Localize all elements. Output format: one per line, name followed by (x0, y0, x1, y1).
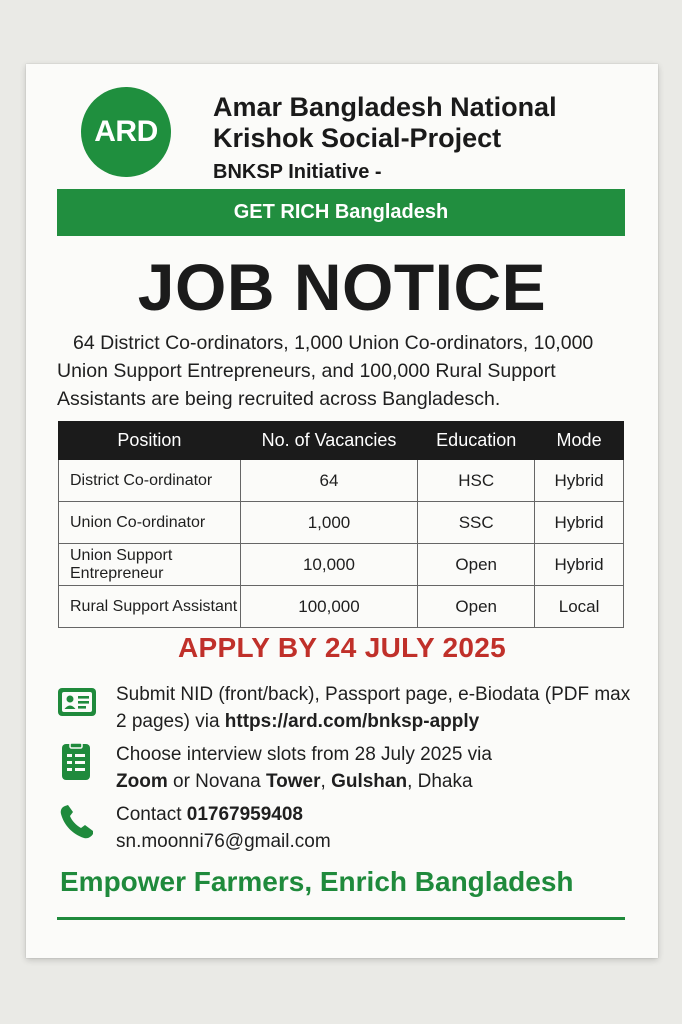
cell-vacancies: 1,000 (240, 502, 418, 544)
interview-line1: Choose interview slots from 28 July 2025 via (116, 744, 492, 765)
table-row (59, 586, 624, 628)
cell-position-line1: Union Support (70, 546, 173, 564)
table-row (59, 502, 624, 544)
document-list-icon (56, 743, 98, 781)
cell-mode: Local (535, 586, 624, 628)
interview-or-text: or Novana (167, 771, 266, 792)
email-address[interactable]: sn.moonni76@gmail.com (116, 831, 331, 852)
contact-phone-line (116, 801, 646, 828)
ard-logo (81, 87, 171, 177)
contact-text (116, 801, 646, 855)
header-mode: Mode (535, 422, 624, 460)
cell-mode: Hybrid (535, 544, 624, 586)
gulshan-text: Gulshan (331, 771, 408, 792)
contact-label: Contact (116, 804, 187, 825)
interview-comma: , (320, 771, 332, 792)
tower-text: Tower (265, 771, 321, 792)
deadline-notice: APPLY BY 24 JULY 2025 (177, 632, 506, 663)
submit-text (116, 681, 646, 735)
cell-vacancies: 100,000 (240, 586, 418, 628)
submit-description: Submit NID (front/back), Passport page, e-Biodata (PDF max 2 pages) via (116, 684, 631, 732)
cell-education: SSC (418, 502, 535, 544)
page-title: JOB NOTICE (137, 250, 547, 324)
initiative-label: BNKSP Initiative - (213, 161, 382, 183)
interview-text (116, 741, 646, 795)
slogan-banner (57, 189, 625, 236)
cell-vacancies: 64 (240, 460, 418, 502)
cell-position (59, 544, 241, 586)
vacancy-table (58, 421, 624, 628)
cell-education: HSC (418, 460, 535, 502)
cell-mode: Hybrid (535, 460, 624, 502)
cell-position: District Co-ordinator (59, 460, 241, 502)
banner-text: GET RICH Bangladesh (233, 201, 449, 223)
logo-text: ARD (94, 115, 158, 148)
interview-line2 (116, 768, 646, 795)
intro-paragraph (57, 329, 637, 413)
table-header-row (59, 422, 624, 460)
header-education: Education (418, 422, 535, 460)
tagline: Empower Farmers, Enrich Bangladesh (60, 866, 574, 897)
table-row (59, 460, 624, 502)
apply-link[interactable]: https://ard.com/bnksp-apply (224, 711, 480, 732)
cell-position: Rural Support Assistant (59, 586, 241, 628)
id-card-icon (56, 683, 98, 721)
table-row (59, 544, 624, 586)
organization-header (213, 92, 613, 185)
intro-line1: 64 District Co-ordinators, 1,000 Union Co-ordinators, 10,000 (73, 332, 594, 354)
bottom-divider (57, 917, 625, 920)
job-notice-poster (26, 64, 658, 958)
cell-position: Union Co-ordinator (59, 502, 241, 544)
zoom-option: Zoom (116, 771, 168, 792)
phone-number[interactable]: 01767959408 (186, 804, 304, 825)
header-position: Position (59, 422, 241, 460)
cell-position-line2: Entrepreneur (70, 564, 164, 582)
cell-vacancies: 10,000 (240, 544, 418, 586)
cell-education: Open (418, 544, 535, 586)
intro-line2: Union Support Entrepreneurs, and 100,000 Rural Support (57, 360, 556, 382)
cell-mode: Hybrid (535, 502, 624, 544)
cell-education: Open (418, 586, 535, 628)
dhaka-text: , Dhaka (407, 771, 473, 792)
intro-line3: Assistants are being recruited across Bangladesch. (57, 388, 501, 410)
organization-name (213, 92, 613, 154)
header-vacancies: No. of Vacancies (240, 422, 418, 460)
phone-icon (56, 803, 98, 841)
organization-name-line2: Krishok Social-Project (213, 123, 502, 153)
organization-name-line1: Amar Bangladesh National (213, 92, 557, 122)
